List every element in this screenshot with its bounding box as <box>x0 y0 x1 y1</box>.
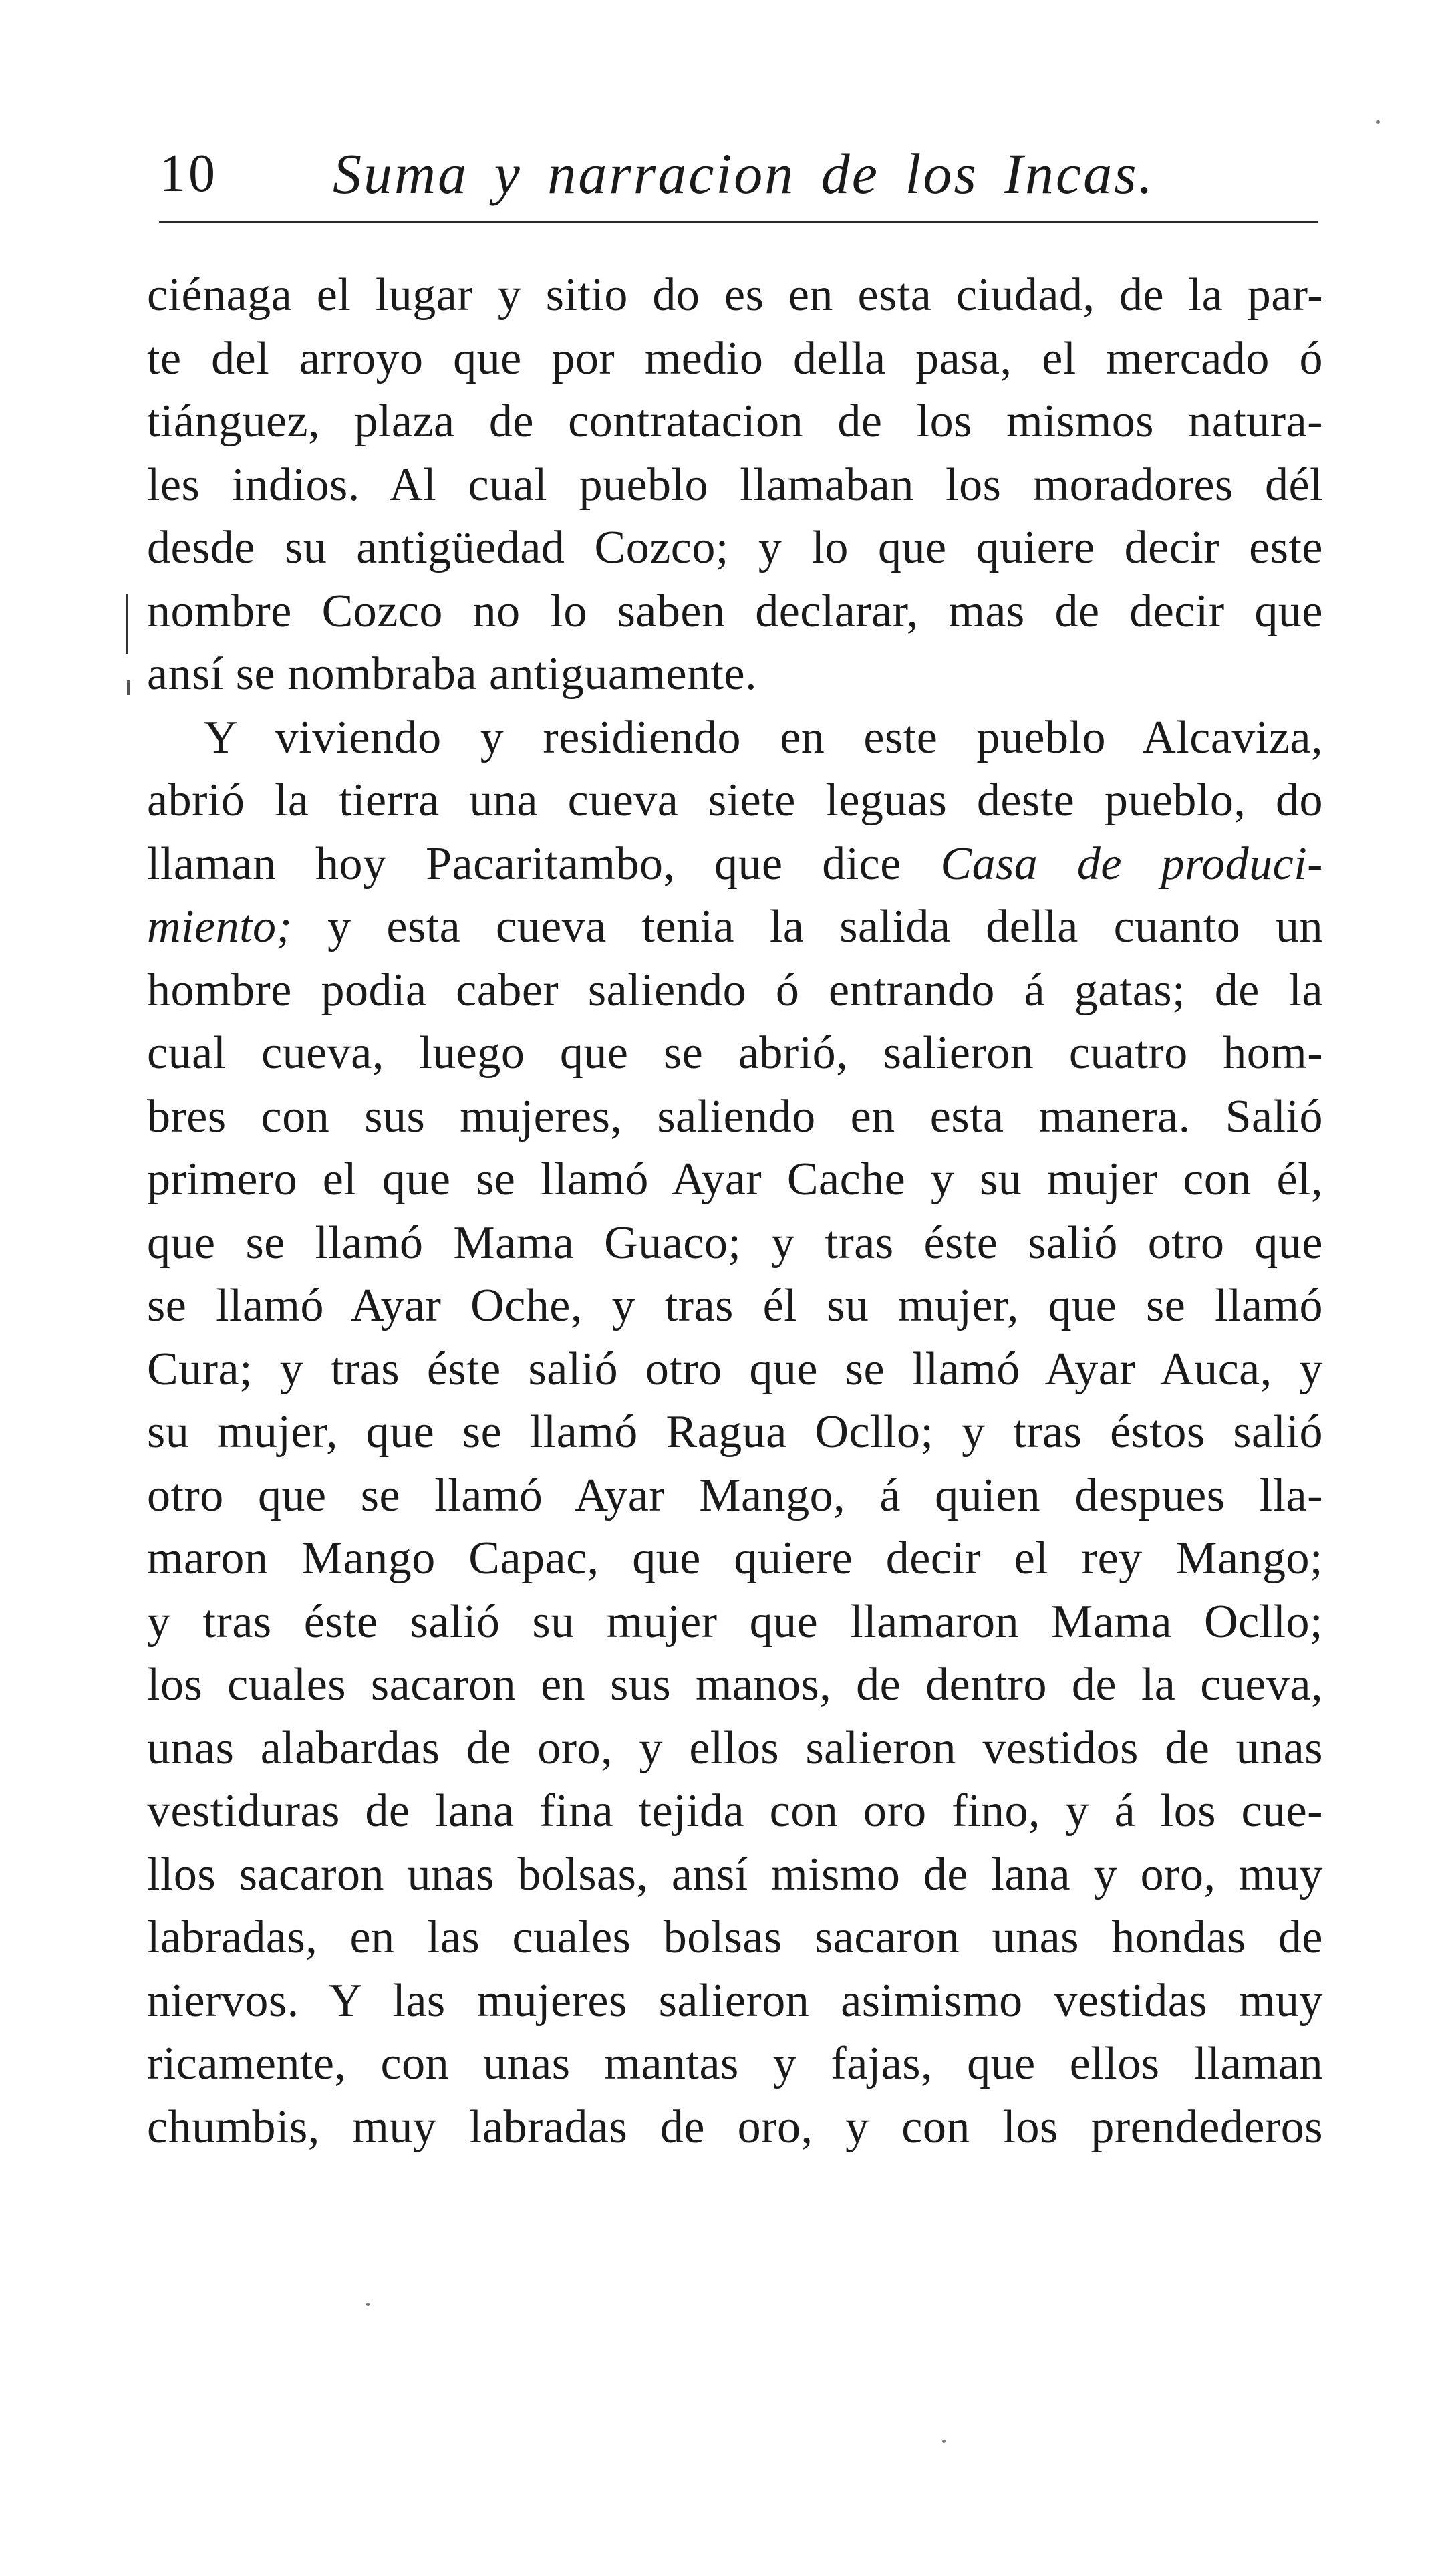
text-run: llaman hoy Pacaritambo, que dice <box>147 838 901 890</box>
italic-term: miento; <box>147 901 293 952</box>
paragraph-first-line: Y viviendo y residiendo en este pueblo Alcaviza, <box>204 711 1323 763</box>
text-line: otro que se llamó Ayar Mango, á quien despues lla- <box>147 1469 1323 1521</box>
text-line: cual cueva, luego que se abrió, salieron cuatro hom- <box>147 1027 1323 1079</box>
margin-mark <box>126 594 128 654</box>
text-line: los cuales sacaron en sus manos, de dentro de la cueva, <box>147 1659 1323 1710</box>
paper-speck <box>942 2440 946 2443</box>
text-line: ricamente, con unas mantas y fajas, que ellos llaman <box>147 2038 1323 2089</box>
running-title: Suma y narracion de los Incas. <box>333 142 1155 206</box>
text-line: nombre Cozco no lo saben declarar, mas de decir que <box>147 585 1323 637</box>
text-run: y esta cueva tenia la salida della cuanto un <box>327 901 1323 952</box>
text-line: tiánguez, plaza de contratacion de los mismos natura- <box>147 396 1323 447</box>
text-line: ciénaga el lugar y sitio do es en esta ciudad, de la par- <box>147 269 1323 321</box>
text-line: abrió la tierra una cueva siete leguas deste pueblo, do <box>147 775 1323 826</box>
paper-speck <box>366 2303 370 2306</box>
text-line: hombre podia caber saliendo ó entrando á gatas; de la <box>147 964 1323 1016</box>
text-line: y tras éste salió su mujer que llamaron Mama Ocllo; <box>147 1595 1323 1648</box>
text-line: se llamó Ayar Oche, y tras él su mujer, que se llamó <box>147 1280 1323 1331</box>
text-line: niervos. Y las mujeres salieron asimismo vestidas muy <box>147 1974 1323 2027</box>
header-rule <box>159 221 1318 223</box>
text-line-with-italic <box>147 833 1323 896</box>
page-header <box>159 137 1328 217</box>
text-line: desde su antigüedad Cozco; y lo que quiere decir este <box>147 522 1323 573</box>
text-line: maron Mango Capac, que quiere decir el rey Mango; <box>147 1533 1323 1584</box>
text-line: que se llamó Mama Guaco; y tras éste salió otro que <box>147 1216 1323 1269</box>
text-line: vestiduras de lana fina tejida con oro fino, y á los cue- <box>147 1785 1323 1837</box>
body-text <box>147 264 1323 2159</box>
paper-speck <box>1376 120 1380 124</box>
text-line: les indios. Al cual pueblo llamaban los moradores dél <box>147 459 1323 511</box>
text-line: Cura; y tras éste salió otro que se llamó Ayar Auca, y <box>147 1343 1323 1395</box>
margin-dot <box>127 680 130 695</box>
text-line: bres con sus mujeres, saliendo en esta manera. Salió <box>147 1090 1323 1142</box>
text-line: llos sacaron unas bolsas, ansí mismo de lana y oro, muy <box>147 1848 1323 1900</box>
text-line: unas alabardas de oro, y ellos salieron vestidos de unas <box>147 1722 1323 1774</box>
text-line-with-italic <box>147 896 1323 959</box>
text-line: labradas, en las cuales bolsas sacaron unas hondas de <box>147 1912 1323 1963</box>
text-line: ansí se nombraba antiguamente. <box>147 648 758 700</box>
italic-term: Casa de produci- <box>940 838 1323 890</box>
text-line: chumbis, muy labradas de oro, y con los prendederos <box>147 2101 1323 2153</box>
page-number: 10 <box>159 144 218 203</box>
text-line: primero el que se llamó Ayar Cache y su mujer con él, <box>147 1154 1323 1205</box>
text-line: te del arroyo que por medio della pasa, el mercado ó <box>147 332 1323 384</box>
text-line: su mujer, que se llamó Ragua Ocllo; y tras éstos salió <box>147 1406 1323 1458</box>
